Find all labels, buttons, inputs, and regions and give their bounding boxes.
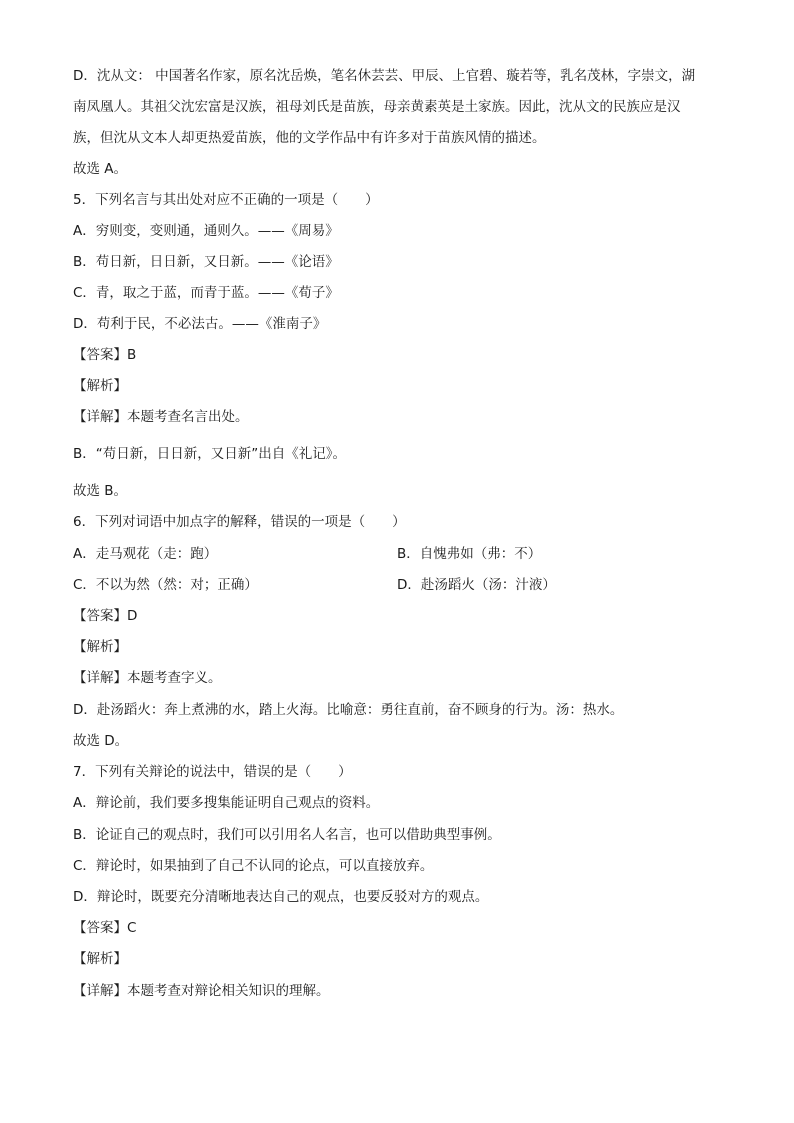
q5-detail: 【详解】本题考查名言出处。 <box>73 409 249 425</box>
q6-option-d: D．赴汤蹈火（汤：汁液） <box>397 577 556 593</box>
q5-explanation: B．“苟日新，日日新，又日新”出自《礼记》。 <box>73 446 346 462</box>
q5-answer: 【答案】B <box>73 347 137 363</box>
q4-option-d-line-1: D．沈从文： 中国著名作家，原名沈岳焕，笔名休芸芸、甲辰、上官碧、璇若等，乳名茂林，字崇文，湖 <box>73 68 696 84</box>
q5-option-a: A．穷则变，变则通，通则久。——《周易》 <box>73 223 339 239</box>
q5-option-b: B．苟日新，日日新，又日新。——《论语》 <box>73 254 339 270</box>
q7-option-a: A．辩论前，我们要多搜集能证明自己观点的资料。 <box>73 795 380 811</box>
q5-option-c: C．青，取之于蓝，而青于蓝。——《荀子》 <box>73 285 339 301</box>
q6-stem: 6．下列对词语中加点字的解释，错误的一项是（ ） <box>73 514 406 530</box>
q5-stem: 5．下列名言与其出处对应不正确的一项是（ ） <box>73 192 379 208</box>
q4-option-d-line-2: 南凤凰人。其祖父沈宏富是汉族，祖母刘氏是苗族，母亲黄素英是土家族。因此，沈从文的民族应是汉 <box>73 99 681 115</box>
q7-option-c: C．辩论时，如果抽到了自己不认同的论点，可以直接放弃。 <box>73 858 434 874</box>
q7-detail: 【详解】本题考查对辩论相关知识的理解。 <box>73 983 330 999</box>
q7-analysis-label: 【解析】 <box>73 951 127 967</box>
q6-analysis-label: 【解析】 <box>73 639 127 655</box>
q6-option-b: B．自愧弗如（弗：不） <box>397 546 542 562</box>
q6-conclusion: 故选 D。 <box>73 733 129 749</box>
q6-option-a: A．走马观花（走：跑） <box>73 546 218 562</box>
q6-explanation: D．赴汤蹈火：奔上煮沸的水，踏上火海。比喻意：勇往直前，奋不顾身的行为。汤：热水。 <box>73 702 624 718</box>
q7-option-b: B．论证自己的观点时，我们可以引用名人名言，也可以借助典型事例。 <box>73 827 501 843</box>
q6-detail: 【详解】本题考查字义。 <box>73 670 222 686</box>
q4-option-d-line-3: 族，但沈从文本人却更热爱苗族，他的文学作品中有许多对于苗族风情的描述。 <box>73 130 546 146</box>
q7-answer: 【答案】C <box>73 920 137 936</box>
q5-conclusion: 故选 B。 <box>73 483 128 499</box>
q5-option-d: D．苟利于民，不必法古。——《淮南子》 <box>73 316 327 332</box>
q6-answer: 【答案】D <box>73 608 138 624</box>
q7-option-d: D．辩论时，既要充分清晰地表达自己的观点，也要反驳对方的观点。 <box>73 889 489 905</box>
q7-stem: 7．下列有关辩论的说法中，错误的是（ ） <box>73 764 352 780</box>
q6-option-c: C．不以为然（然：对；正确） <box>73 577 258 593</box>
q5-analysis-label: 【解析】 <box>73 378 127 394</box>
q4-conclusion: 故选 A。 <box>73 161 128 177</box>
